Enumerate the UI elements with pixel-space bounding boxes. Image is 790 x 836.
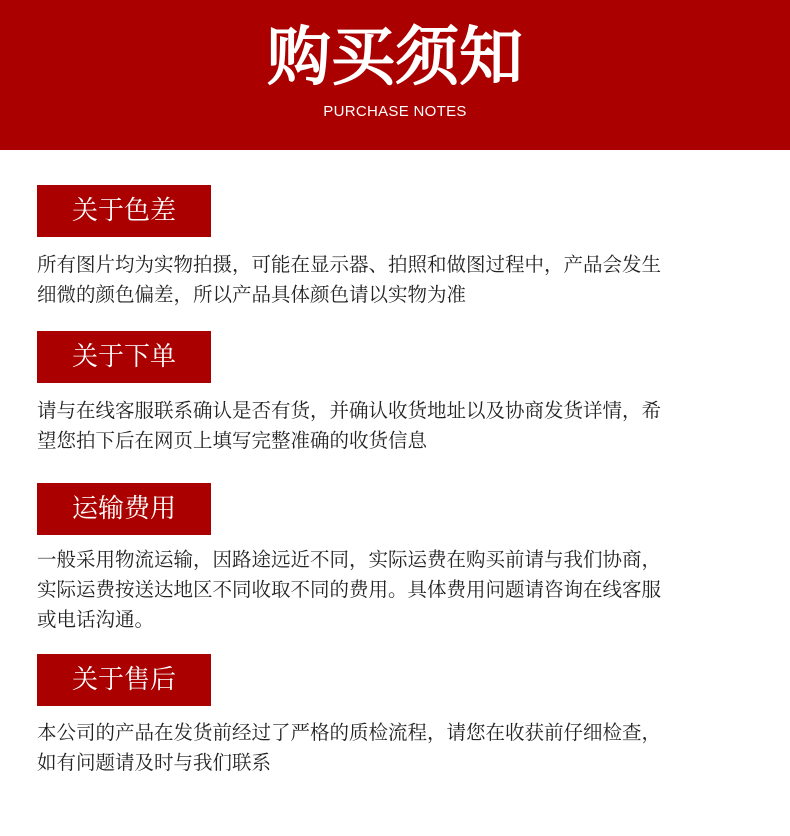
section-label-shipping-fee: 运输费用 <box>37 483 211 535</box>
text-line: 请与在线客服联系确认是否有货，并确认收货地址以及协商发货详情，希 <box>37 399 662 422</box>
page-header <box>0 0 790 150</box>
text-line: 望您拍下后在网页上填写完整准确的收货信息 <box>37 429 428 452</box>
text-line: 本公司的产品在发货前经过了严格的质检流程，请您在收获前仔细检查， <box>37 721 662 744</box>
text-line: 实际运费按送达地区不同收取不同的费用。具体费用问题请咨询在线客服 <box>37 578 662 601</box>
page-subtitle: PURCHASE NOTES <box>323 103 467 120</box>
text-line: 细微的颜色偏差，所以产品具体颜色请以实物为准 <box>37 283 467 306</box>
section-text-shipping-fee <box>37 545 757 635</box>
section-text-ordering <box>37 396 757 456</box>
page-title: 购买须知 <box>267 21 523 95</box>
section-label-color-difference: 关于色差 <box>37 185 211 237</box>
section-label-ordering: 关于下单 <box>37 331 211 383</box>
text-line: 所有图片均为实物拍摄，可能在显示器、拍照和做图过程中，产品会发生 <box>37 253 662 276</box>
text-line: 或电话沟通。 <box>37 608 155 631</box>
section-label-after-sales: 关于售后 <box>37 654 211 706</box>
text-line: 如有问题请及时与我们联系 <box>37 751 272 774</box>
section-text-after-sales <box>37 718 757 778</box>
text-line: 一般采用物流运输，因路途远近不同，实际运费在购买前请与我们协商， <box>37 548 662 571</box>
section-text-color-difference <box>37 250 757 310</box>
